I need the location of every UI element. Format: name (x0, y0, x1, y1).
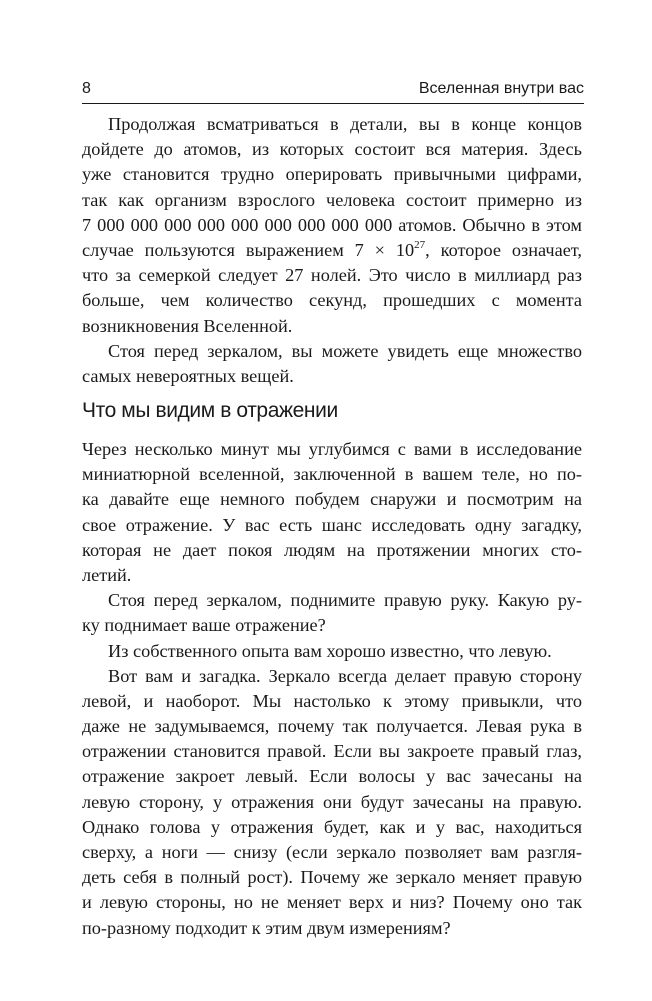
text-line: Стоя перед зеркалом, поднимите правую руку. Какую ру- (108, 590, 582, 611)
running-header (82, 74, 584, 102)
text-line: больше, чем количество секунд, прошедших с момента (82, 290, 582, 311)
text-line: левую сторону, у отражения они будут зачесаны на правую. (82, 791, 582, 812)
text-line: Вот вам и загадка. Зеркало всегда делает правую сторону (108, 665, 582, 686)
formula-exponent: 27 (414, 238, 426, 251)
header-rule (82, 103, 584, 104)
text-line: отражении становится правой. Если вы закроете правый глаз, (82, 741, 582, 762)
text-line: деть себя в полный рост). Почему же зеркало меняет правую (82, 867, 582, 888)
formula-after: , которое означает, (425, 239, 582, 260)
text-line: Продолжая всматриваться в детали, вы в конце концов (108, 114, 582, 134)
text-line: самых невероятных вещей. (82, 365, 294, 386)
section-heading: Что мы видим в отражении (82, 399, 338, 422)
paragraph (82, 588, 582, 638)
text-line: уже становится трудно оперировать привычными цифрами, (82, 164, 582, 185)
text-line: Стоя перед зеркалом, вы можете увидеть еще множество (108, 340, 582, 361)
paragraph (82, 664, 582, 941)
paragraph (82, 339, 582, 389)
text-line: которая не дает покоя людям на протяжении многих сто- (82, 539, 582, 560)
text-line: свое отражение. У вас есть шанс исследовать одну загадку, (82, 514, 582, 535)
text-line: что за семеркой следует 27 нолей. Это число в миллиард раз (82, 265, 582, 286)
formula-line (82, 238, 582, 263)
running-title: Вселенная внутри вас (418, 80, 584, 97)
formula-before: случае пользуются выражением 7 × 10 (82, 239, 415, 260)
text-line: по-разному подходит к этим двум измерениям? (82, 917, 451, 938)
paragraph (82, 112, 582, 339)
paragraph (82, 437, 582, 588)
text-line: отражение закроет левый. Если волосы у вас зачесаны на (82, 766, 582, 787)
text-line: Однако голова у отражения будет, как и у вас, находиться (82, 816, 582, 837)
text-line: 7 000 000 000 000 000 000 000 000 000 атомов. Обычно в этом (82, 214, 582, 235)
section-mirror (82, 437, 582, 941)
text-line: Через несколько минут мы углубимся с вами в исследование (82, 439, 582, 459)
text-line: ку поднимает ваше отражение? (82, 615, 326, 636)
text-line: даже не задумываемся, почему так получается. Левая рука в (82, 716, 582, 737)
paragraph (82, 639, 582, 664)
page-number: 8 (82, 80, 91, 97)
text-line: летий. (82, 564, 132, 585)
section-intro (82, 112, 582, 389)
text-line: возникновения Вселенной. (82, 315, 293, 336)
text-line: и левую стороны, но не меняет верх и низ? Почему оно так (82, 892, 582, 913)
text-line: сверху, а ноги — снизу (если зеркало позволяет вам разгля- (82, 842, 582, 862)
text-line: левой, и наоборот. Мы настолько к этому привыкли, что (82, 690, 582, 711)
text-line: так как организм взрослого человека состоит примерно из (82, 189, 582, 210)
text-line: ка давайте еще немного побудем снаружи и посмотрим на (82, 489, 582, 510)
text-line: Из собственного опыта вам хорошо известно, что левую. (108, 640, 552, 661)
text-line: дойдете до атомов, из которых состоит вся материя. Здесь (82, 139, 582, 160)
text-line: миниатюрной вселенной, заключенной в вашем теле, но по- (82, 464, 582, 485)
